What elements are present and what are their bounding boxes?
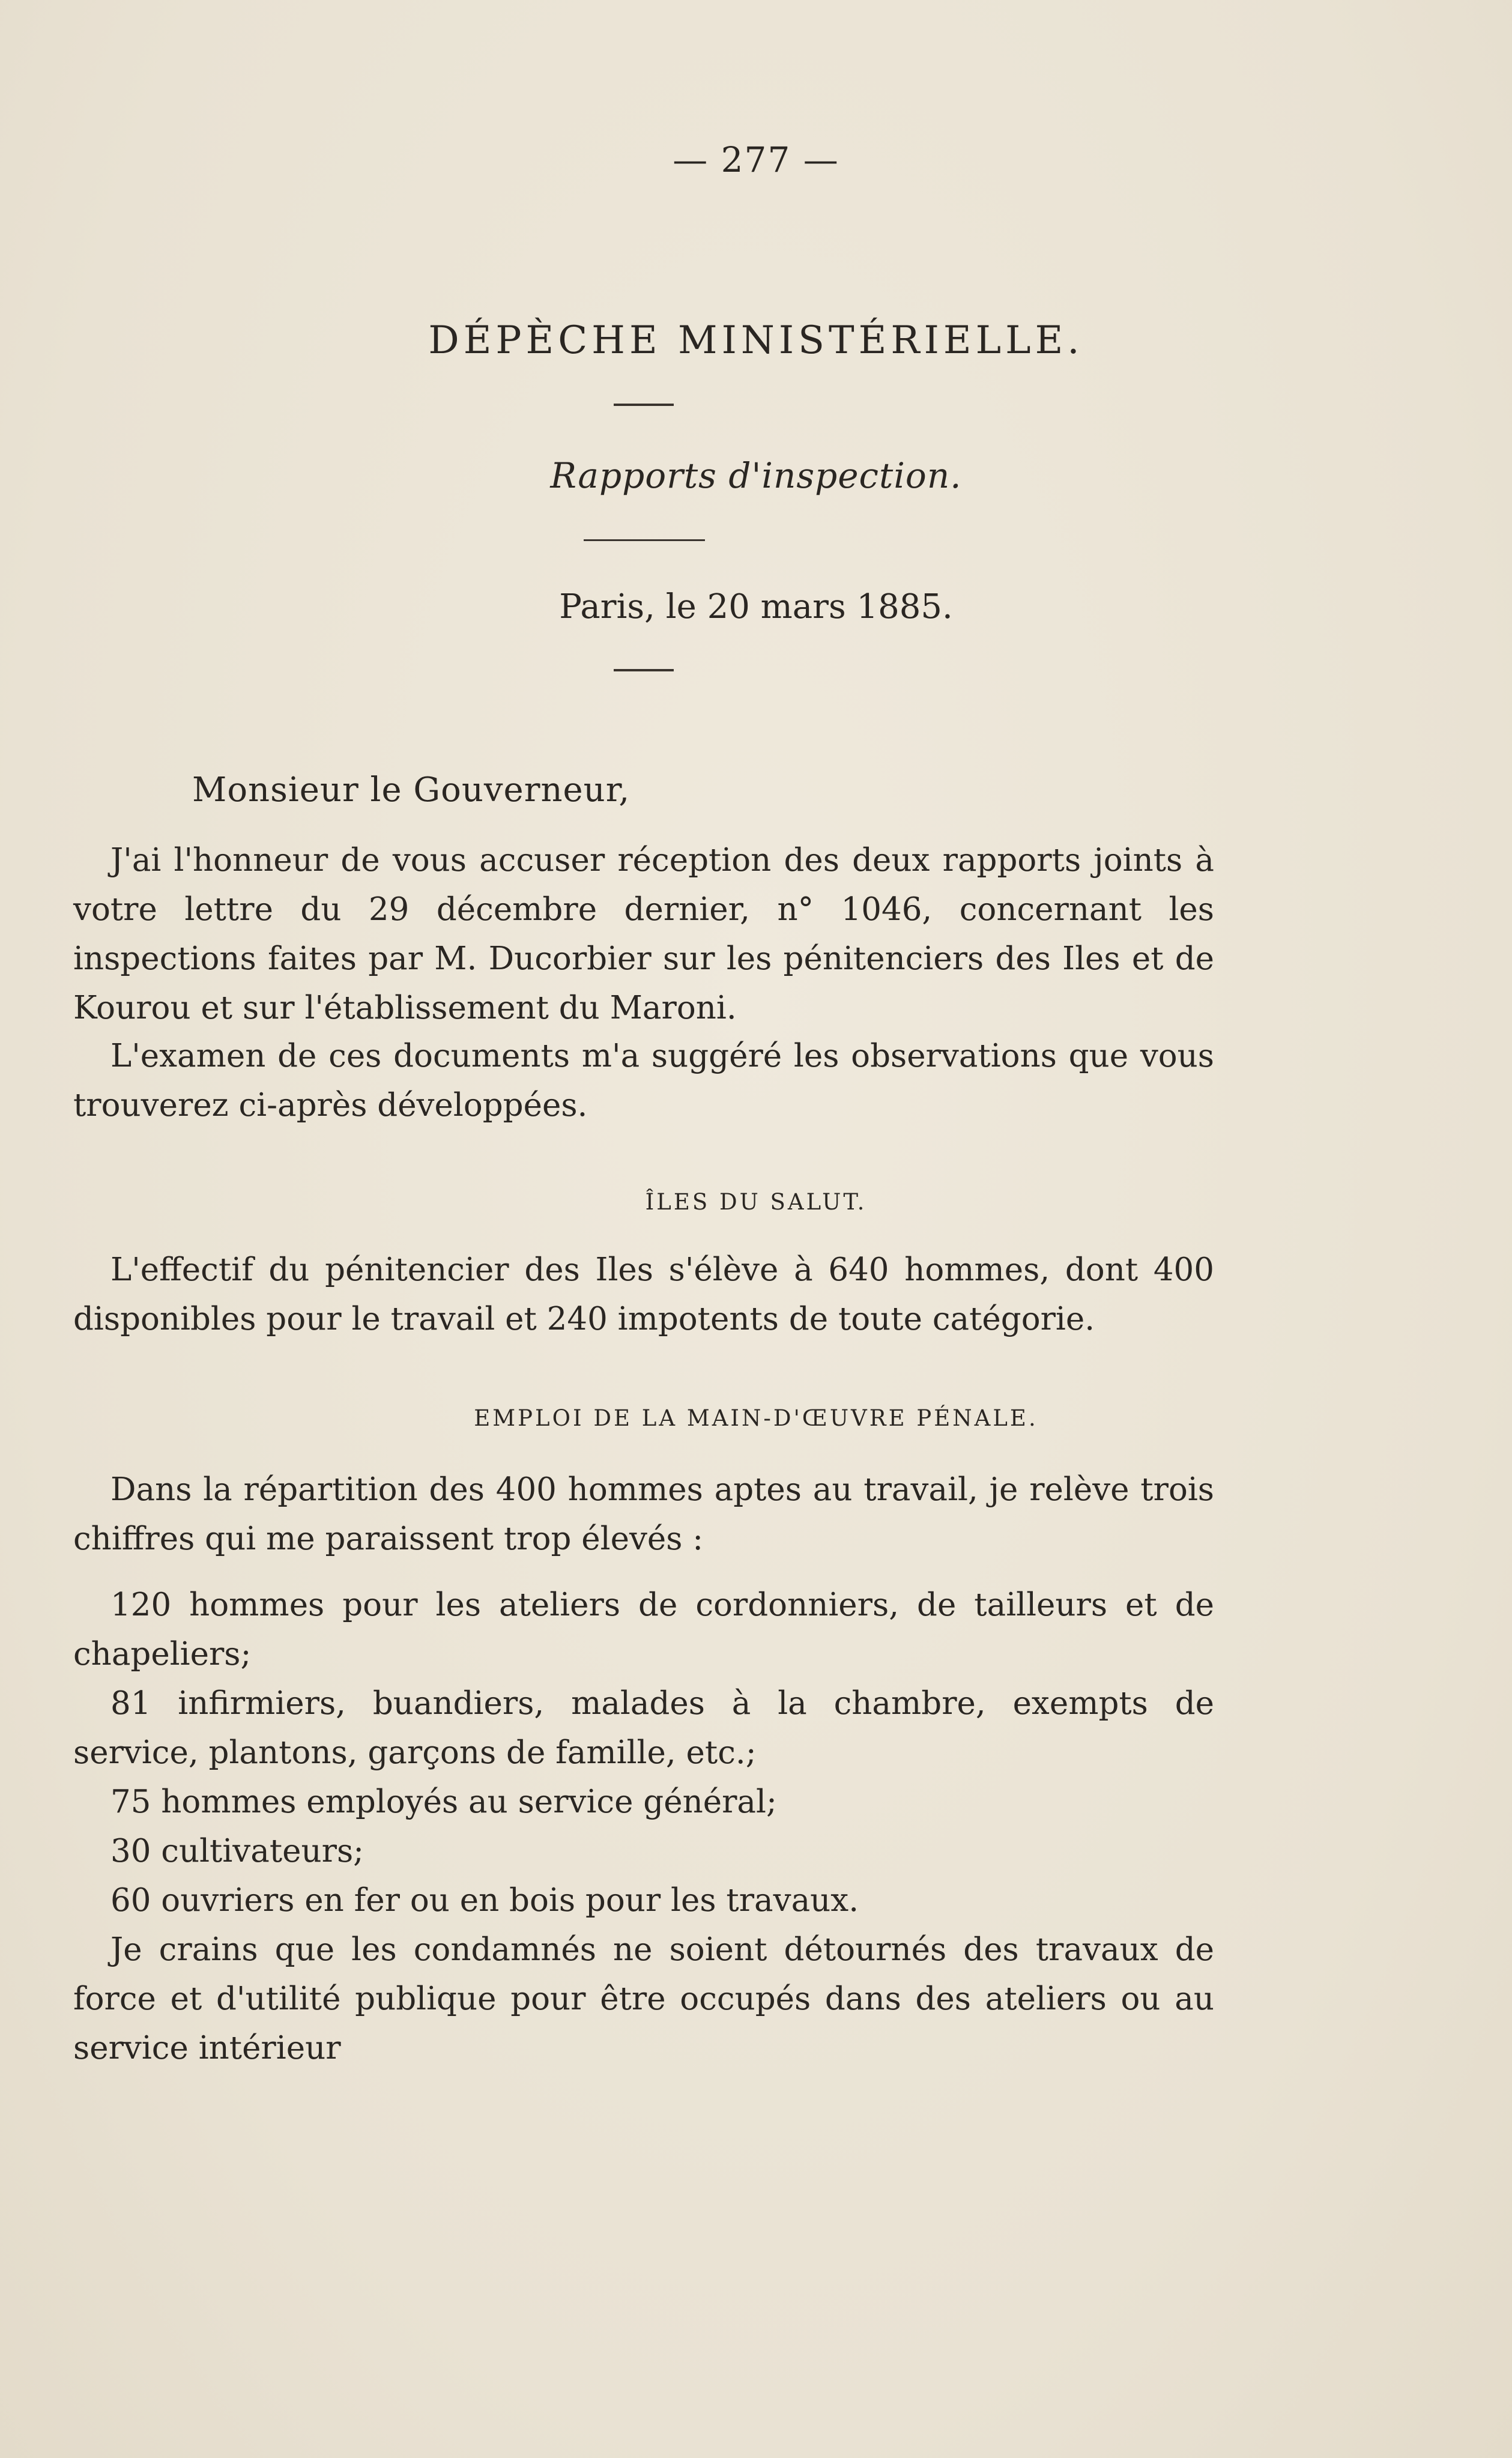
page-number: — 277 — — [673, 139, 839, 180]
list-item: 120 hommes pour les ateliers de cordonniers, de tailleurs et de chapeliers; — [73, 1587, 1214, 1672]
document-subtitle: Rapports d'inspection. — [550, 455, 962, 496]
paragraph-repartition: Dans la répartition des 400 hommes aptes au travail, je relève trois chiffres qui me paraissent trop élevés : — [73, 1471, 1214, 1557]
paragraph-closing: Je crains que les condamnés ne soient détournés des travaux de force et d'utilité publique pour être occupés dans des ateliers ou au service intérieur — [73, 1931, 1214, 2066]
paragraph-examination: L'examen de ces documents m'a suggéré les observations que vous trouverez ci-après développées. — [73, 1038, 1214, 1124]
section-heading-iles-du-salut: ÎLES DU SALUT. — [645, 1189, 867, 1215]
paragraph-effectif: L'effectif du pénitencier des Iles s'élève à 640 hommes, dont 400 disponibles pour le travail et 240 impotents de toute catégorie. — [73, 1252, 1214, 1337]
dateline: Paris, le 20 mars 1885. — [559, 587, 953, 626]
subtitle-rule — [584, 539, 705, 541]
list-item: 81 infirmiers, buandiers, malades à la chambre, exempts de service, plantons, garçons de famille, etc.; — [73, 1685, 1214, 1771]
paragraph-intro: J'ai l'honneur de vous accuser réception des deux rapports joints à votre lettre du 29 décembre dernier, n° 1046, concernant les inspections faites par M. Ducorbier sur les pénitenciers des Iles et de Kourou et sur l'établissement du Maroni. — [73, 842, 1214, 1026]
list-item: 75 hommes employés au service général; — [110, 1784, 777, 1820]
document-title: DÉPÈCHE MINISTÉRIELLE. — [428, 318, 1084, 363]
title-rule — [614, 404, 674, 406]
list-item: 30 cultivateurs; — [110, 1833, 364, 1869]
section-heading-main-d-oeuvre: EMPLOI DE LA MAIN-D'ŒUVRE PÉNALE. — [474, 1405, 1038, 1431]
salutation: Monsieur le Gouverneur, — [192, 770, 631, 810]
dateline-rule — [614, 669, 674, 671]
list-item: 60 ouvriers en fer ou en bois pour les travaux. — [110, 1882, 859, 1919]
